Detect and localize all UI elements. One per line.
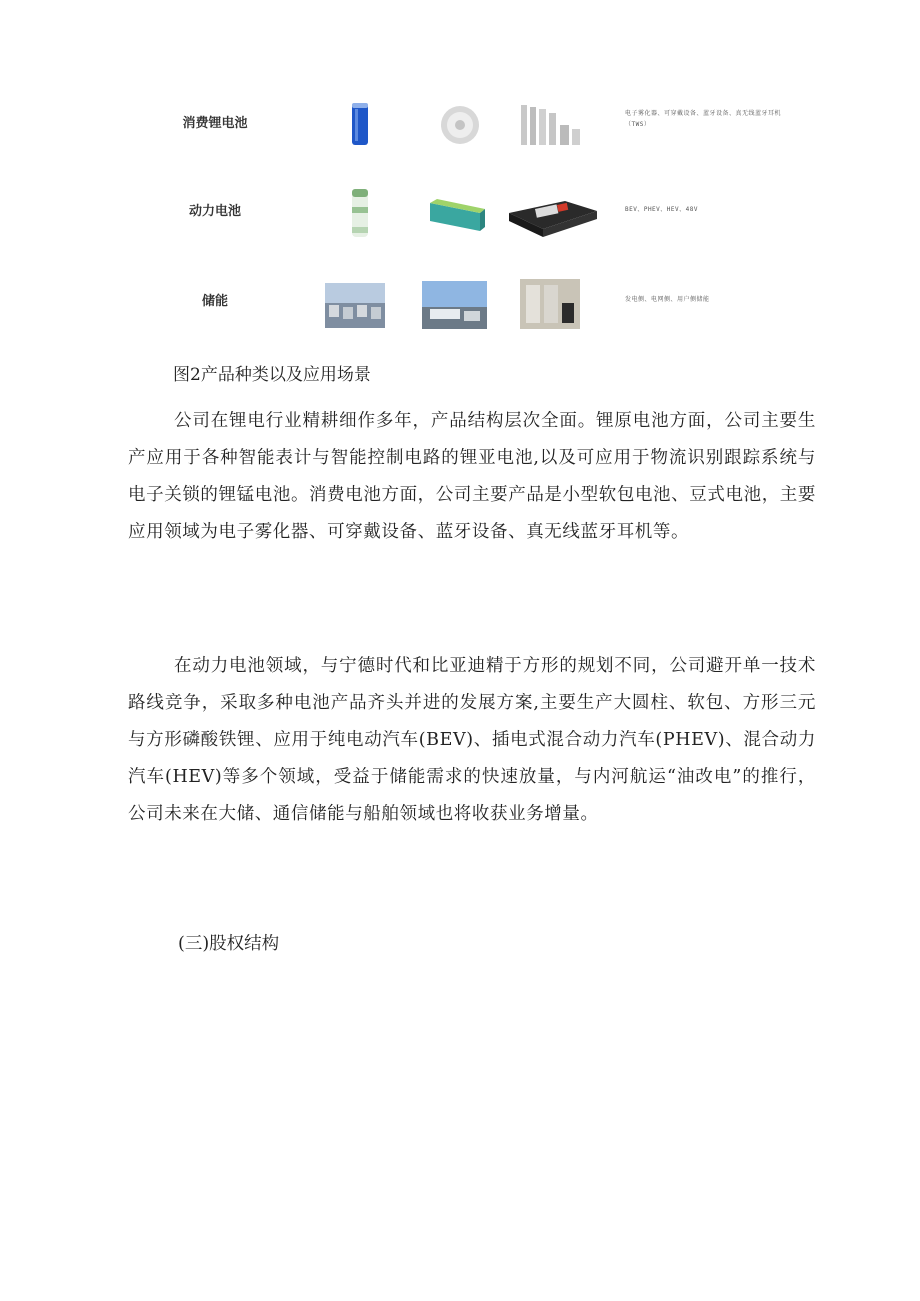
grid-storage-image — [422, 273, 487, 333]
figure-caption: 图2产品种类以及应用场景 — [173, 365, 371, 385]
battery-module-image — [425, 183, 490, 243]
product-figure — [160, 90, 800, 335]
figure-row-power — [160, 178, 800, 248]
battery-pack-image — [505, 183, 600, 243]
figure-row-storage — [160, 268, 800, 338]
row-label: 消费锂电池 — [182, 116, 248, 131]
paragraph-2: 在动力电池领域，与宁德时代和比亚迪精于方形的规划不同，公司避开单一技术路线竞争，采取多种电池产品齐头并进的发展方案,主要生产大圆柱、软包、方形三元与方形磷酸铁锂、应用于纯电动汽车(BEV)、插电式混合动力汽车(PHEV)、混合动力汽车(HEV)等多个领域，受益于储能需求的快速放量，与内河航运“油改电”的推行，公司未来在大储、通信储能与船舶领域也将收获业务增量。 — [128, 656, 816, 824]
cylindrical-cell-image — [330, 95, 390, 155]
row-label: 储能 — [201, 294, 228, 309]
button-cell-image — [430, 95, 490, 155]
figure-row-consumer — [160, 90, 800, 160]
row-applications: BEV、PHEV、HEV、48V — [625, 206, 698, 213]
user-storage-image — [520, 273, 580, 333]
soft-pack-cells-image — [515, 95, 590, 155]
row-label: 动力电池 — [188, 204, 241, 219]
power-cell-image — [330, 183, 390, 243]
section-heading: (三)股权结构 — [178, 934, 280, 954]
storage-station-image — [325, 273, 385, 333]
row-applications: 发电侧、电网侧、用户侧储能 — [625, 296, 710, 303]
row-applications: 电子雾化器、可穿戴设备、蓝牙设备、真无线蓝牙耳机（TWS） — [625, 110, 782, 128]
paragraph-1: 公司在锂电行业精耕细作多年，产品结构层次全面。锂原电池方面，公司主要生产应用于各种智能表计与智能控制电路的锂亚电池,以及可应用于物流识别跟踪系统与电子关锁的锂锰电池。消费电池方面，公司主要产品是小型软包电池、豆式电池，主要应用领域为电子雾化器、可穿戴设备、蓝牙设备、真无线蓝牙耳机等。 — [128, 411, 816, 542]
